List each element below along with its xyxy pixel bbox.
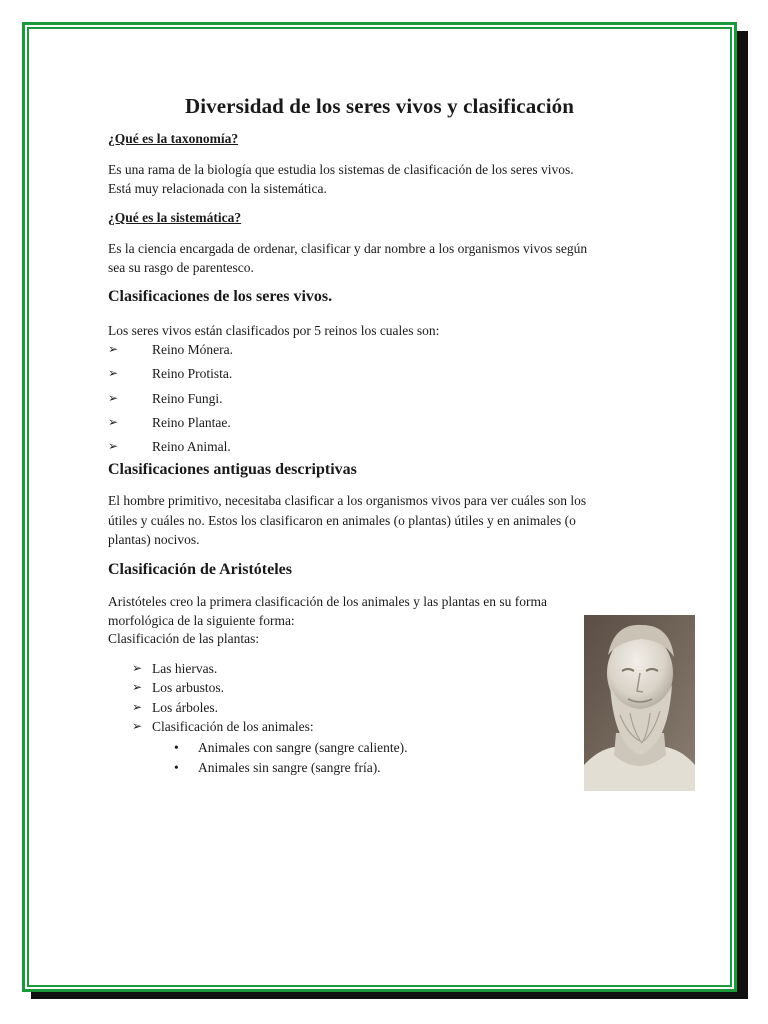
arrow-bullet-icon: ➢: [108, 414, 119, 429]
arrow-bullet-icon: ➢: [132, 680, 143, 695]
sistematica-line-2: sea su rasgo de parentesco.: [108, 260, 254, 275]
arrow-bullet-icon: ➢: [108, 366, 119, 381]
taxonomia-line-2: Está muy relacionada con la sistemática.: [108, 181, 327, 196]
bullet-icon: •: [174, 740, 179, 755]
aristoteles-line-1: Aristóteles creo la primera clasificación de los animales y las plantas en su forma: [108, 594, 547, 609]
clasificaciones-intro: Los seres vivos están clasificados por 5 reinos los cuales son:: [108, 323, 440, 338]
bullet-icon: •: [174, 760, 179, 775]
sistematica-line-1: Es la ciencia encargada de ordenar, clasificar y dar nombre a los organismos vivos según: [108, 241, 588, 256]
arrow-bullet-icon: ➢: [108, 390, 119, 405]
heading-aristoteles: Clasificación de Aristóteles: [108, 561, 292, 578]
arrow-bullet-icon: ➢: [132, 718, 143, 733]
antiguas-line-3: plantas) nocivos.: [108, 532, 200, 547]
antiguas-line-2: útiles y cuáles no. Estos los clasificaron en animales (o plantas) útiles y en animales (o: [108, 513, 576, 528]
heading-clasificaciones: Clasificaciones de los seres vivos.: [108, 288, 333, 305]
arrow-bullet-icon: ➢: [108, 342, 119, 356]
heading-antiguas: Clasificaciones antiguas descriptivas: [108, 461, 357, 478]
arrow-bullet-icon: ➢: [132, 699, 143, 714]
question-taxonomia: ¿Qué es la taxonomía?: [108, 131, 239, 146]
arrow-bullet-icon: ➢: [108, 439, 119, 454]
arrow-bullet-icon: ➢: [132, 661, 143, 675]
document-page: Diversidad de los seres vivos y clasificación ¿Qué es la taxonomía? Es una rama de la biología que estudia los sistemas de clasificación de los seres vivos. Está muy relacionada con la sistemática. ¿Qué es la sistemática? Es la ciencia encargada de ordenar, clasificar y dar nombre a los organismos vivos según sea su rasgo de parentesco. Clasificaciones de los seres vivos. Los seres vivos están clasificados por 5 reinos los cuales son: ➢ Reino Mónera. ➢ Reino Protista. ➢ Reino Fungi. ➢ Reino Plantae. ➢ Reino Animal. Clasificaciones antiguas descriptivas El hombre primitivo, necesitaba clasificar a los organismos vivos para ver cuáles son los útiles y cuáles no. Estos los clasificaron en animales (o plantas) útiles y en animales (o plantas) nocivos. Clasificación de Aristóteles Aristóteles creo la primera clasificación de los animales y las plantas en su forma morfológica de la siguiente forma: Clasificación de las plantas: ➢ Las hiervas. ➢ Los arbustos. ➢ Los árboles. ➢ Clasificación de los animales: • Animales con sangre (sangre caliente). • Animales sin sangre (sangre fría).: [24, 24, 735, 990]
document-title: Diversidad de los seres vivos y clasificación: [184, 94, 575, 118]
aristoteles-line-2: morfológica de la siguiente forma:: [108, 613, 295, 628]
question-sistematica: ¿Qué es la sistemática?: [108, 210, 242, 225]
aristotle-bust-image: [584, 615, 695, 791]
antiguas-line-1: El hombre primitivo, necesitaba clasificar a los organismos vivos para ver cuáles son los: [108, 493, 587, 508]
taxonomia-line-1: Es una rama de la biología que estudia los sistemas de clasificación de los seres vivos.: [108, 162, 574, 177]
aristoteles-line-3: Clasificación de las plantas:: [108, 631, 260, 646]
